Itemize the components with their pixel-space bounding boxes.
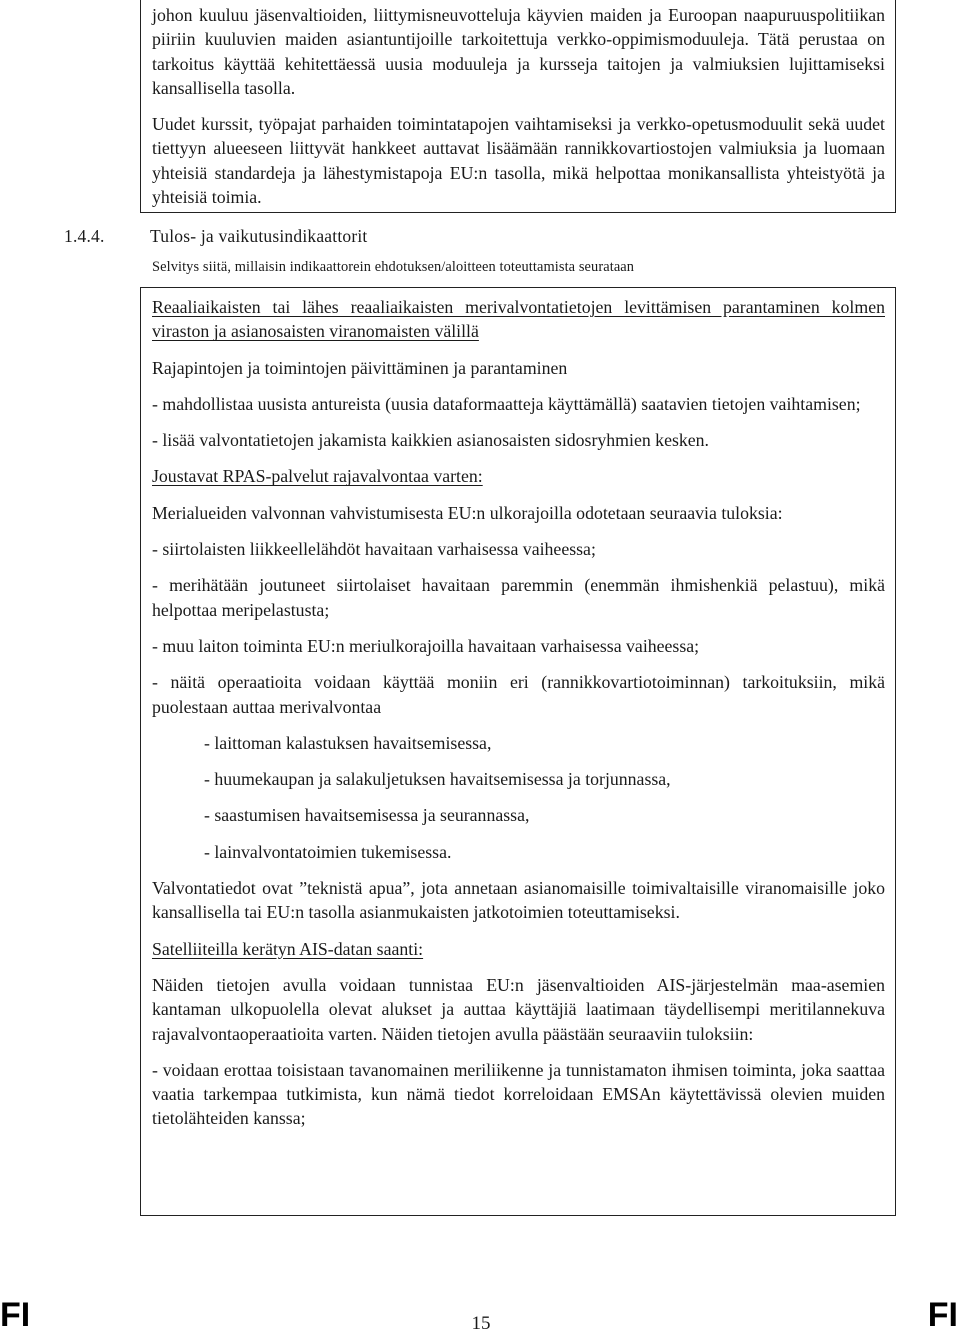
section-title: Tulos- ja vaikutusindikaattorit (150, 226, 368, 246)
ais-paragraph: Näiden tietojen avulla voidaan tunnistaa EU:n jäsenvaltioiden AIS-järjestelmän maa-asemien kantaman ulkopuolella olevat alukset ja auttaa käyttäjiä laatimaan täydellisempi meritilannekuva rajavalvontaoperaatioita varten. Näiden tietojen avulla päästään seuraaviin tuloksiin: (152, 974, 885, 1044)
page-number: 15 (471, 1313, 491, 1334)
indicator-heading-dissemination: Reaaliaikaisten tai lähes reaaliaikaisten merivalvontatietojen levittämisen parantaminen kolmen viraston ja asianosaisten viranomaisten välillä (152, 297, 885, 342)
list-item: - voidaan erottaa toisistaan tavanomainen meriliikenne ja tunnistamaton ihmisen toiminta, joka saattaa vaatia tarkempaa tutkimista, kun nämä tiedot korreloidaan EMSAn käytettävissä olevien muiden tietolähteiden kanssa; (152, 1059, 885, 1129)
continuation-box (140, 0, 896, 213)
indicators-box (140, 287, 896, 1216)
page-number-row (0, 1313, 960, 1335)
section-subtitle: Selvitys siitä, millaisin indikaattorein ehdotuksen/aloitteen toteuttamista seurataan (152, 259, 635, 275)
list-item: - merihätään joutuneet siirtolaiset havaitaan paremmin (enemmän ihmishenkiä pelastuu), mikä helpottaa meripelastusta; (152, 575, 885, 620)
rpas-intro: Merialueiden valvonnan vahvistumisesta EU:n ulkorajoilla odotetaan seuraavia tuloksia: (152, 502, 783, 523)
sub-list-item: - saastumisen havaitsemisessa ja seurannassa, (204, 805, 530, 826)
section-heading (64, 226, 368, 247)
sub-list-item: - lainvalvontatoimien tukemisessa. (204, 841, 452, 862)
list-item: - näitä operaatioita voidaan käyttää moniin eri (rannikkovartiotoiminnan) tarkoituksiin, mikä puolestaan auttaa merivalvontaa (152, 672, 885, 717)
indicator-heading-ais: Satelliiteilla kerätyn AIS-datan saanti: (152, 938, 424, 959)
sub-list-item: - huumekaupan ja salakuljetuksen havaitsemisessa ja torjunnassa, (204, 769, 671, 790)
list-item: - lisää valvontatietojen jakamista kaikkien asianosaisten sidosryhmien kesken. (152, 430, 710, 451)
indicator-heading-rpas: Joustavat RPAS-palvelut rajavalvontaa varten: (152, 466, 483, 487)
continuation-paragraph: johon kuuluu jäsenvaltioiden, liittymisneuvotteluja käyvien maiden ja Euroopan naapuruuspolitiikan piiriin kuuluvien maiden asiantuntijoille tarkoitettuja verkko-oppimismoduuleja. Tätä perustaa on tarkoitus käyttää kehitettäessä uusia moduuleja ja kursseja taitojen ja valmiuksien lujittamiseksi kansallisella tasolla. (152, 5, 885, 98)
interfaces-heading: Rajapintojen ja toimintojen päivittäminen ja parantaminen (152, 357, 568, 378)
list-item: - mahdollistaa uusista antureista (uusia dataformaatteja käyttämällä) saatavien tietojen vaihtamisen; (152, 393, 861, 414)
language-code-right: FI (927, 1296, 958, 1334)
section-number: 1.4.4. (64, 226, 105, 246)
courses-paragraph: Uudet kurssit, työpajat parhaiden toimintatapojen vaihtamiseksi ja verkko-opetusmoduulit sekä uudet tiettyyn alueeseen liittyvät hankkeet auttavat lisäämään rannikkovartiostojen valmiuksia ja luomaan yhteisiä standardeja ja lähestymistapoja EU:n tasolla, mikä helpottaa monikansallista yhteistyötä ja yhteisiä toimia. (152, 114, 885, 208)
sub-list-item: - laittoman kalastuksen havaitsemisessa, (204, 732, 492, 753)
list-item: - siirtolaisten liikkeellelähdöt havaitaan varhaisessa vaiheessa; (152, 539, 596, 560)
language-code-left: FI (0, 1296, 31, 1334)
list-item: - muu laiton toiminta EU:n meriulkorajoilla havaitaan varhaisessa vaiheessa; (152, 635, 700, 656)
technical-assistance-paragraph: Valvontatiedot ovat ”teknistä apua”, jota annetaan asianomaisille toimivaltaisille viranomaisille joko kansallisella tai EU:n tasolla asianmukaisten jatkotoimien toteuttamiseksi. (152, 878, 885, 923)
